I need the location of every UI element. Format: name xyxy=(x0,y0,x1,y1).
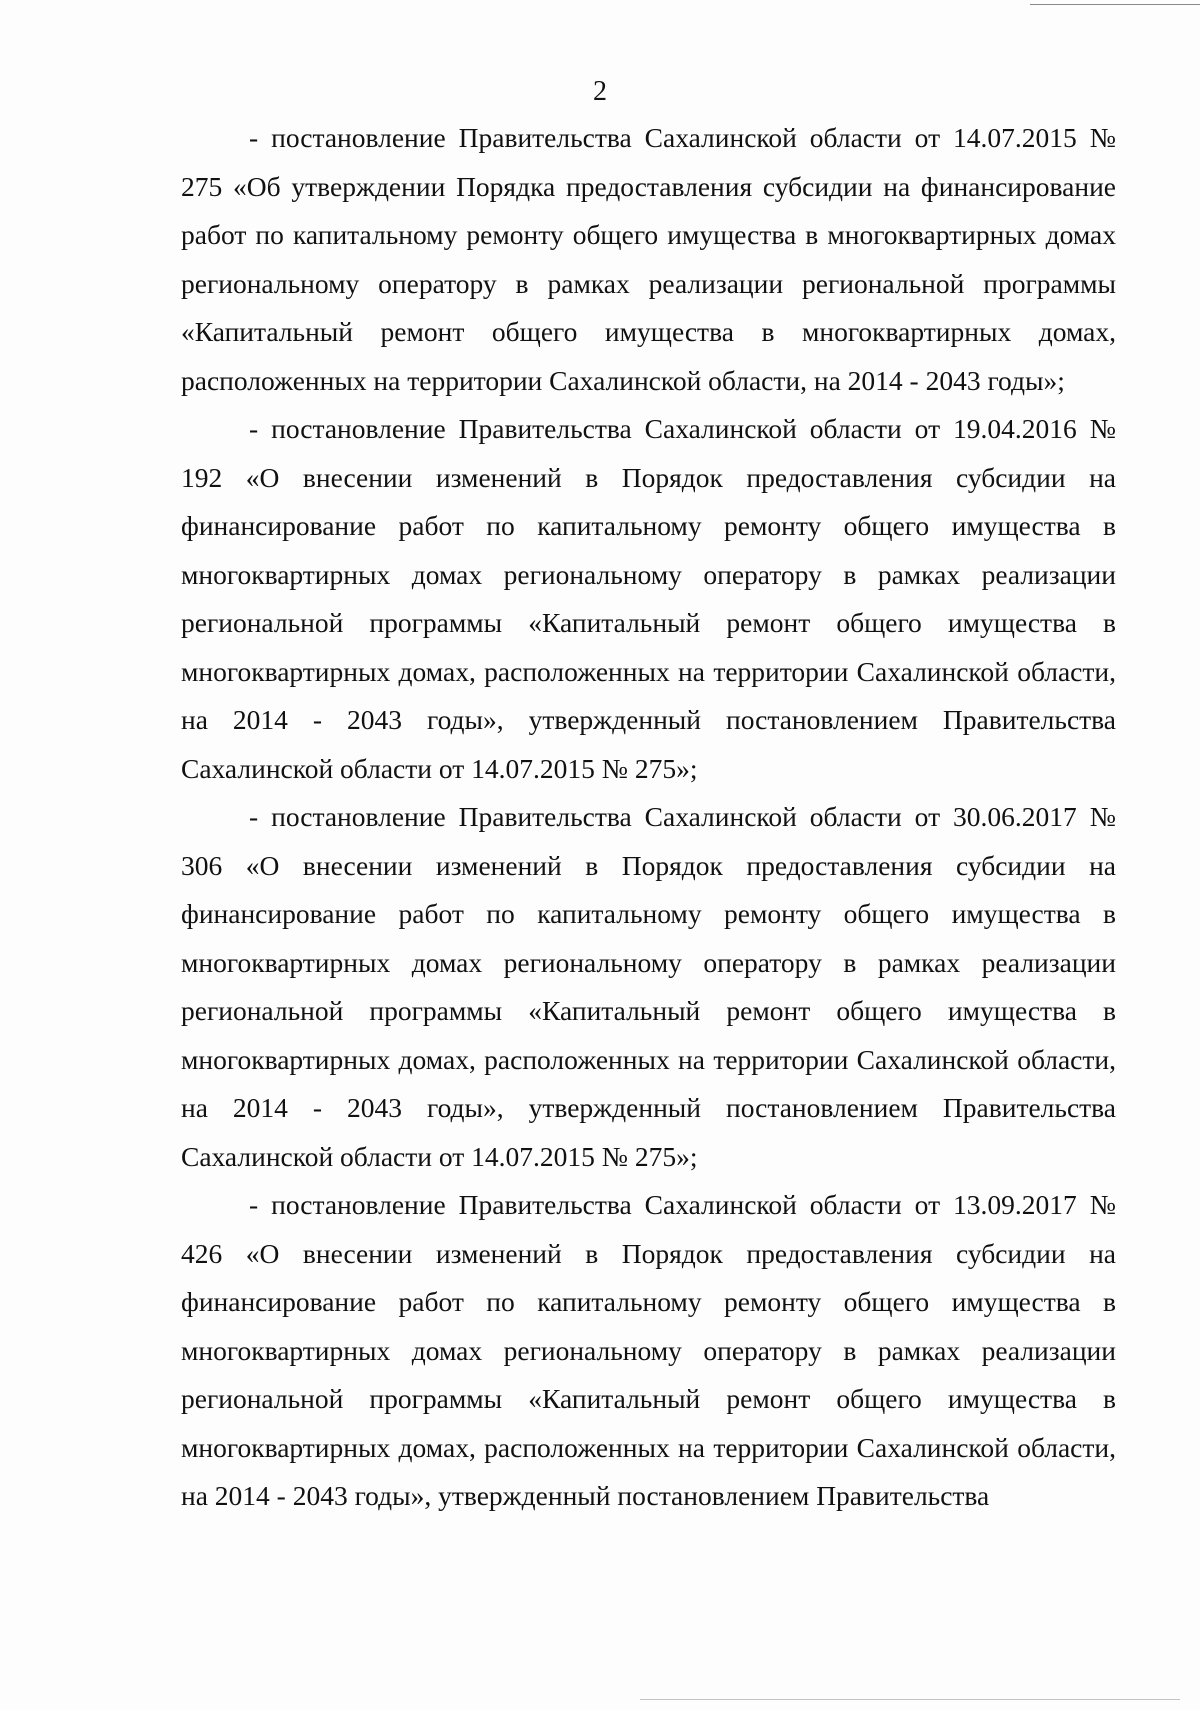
paragraph-resolution-275: - постановление Правительства Сахалинской области от 14.07.2015 № 275 «Об утверждении Порядка предоставления субсидии на финансирование работ по капитальному ремонту общего имущества в многоквартирных домах региональному оператору в рамках реализации региональной программы «Капитальный ремонт общего имущества в многоквартирных домах, расположенных на территории Сахалинской области, на 2014 - 2043 годы»; xyxy=(181,122,1116,396)
paragraph-resolution-192: - постановление Правительства Сахалинской области от 19.04.2016 № 192 «О внесении изменений в Порядок предоставления субсидии на финансирование работ по капитальному ремонту общего имущества в многоквартирных домах региональному оператору в рамках реализации региональной программы «Капитальный ремонт общего имущества в многоквартирных домах, расположенных на территории Сахалинской области, на 2014 - 2043 годы», утвержденный постановлением Правительства Сахалинской области от 14.07.2015 № 275»; xyxy=(181,413,1116,784)
scan-edge-line-bottom xyxy=(640,1699,1180,1700)
paragraph-resolution-426: - постановление Правительства Сахалинской области от 13.09.2017 № 426 «О внесении изменений в Порядок предоставления субсидии на финансирование работ по капитальному ремонту общего имущества в многоквартирных домах региональному оператору в рамках реализации региональной программы «Капитальный ремонт общего имущества в многоквартирных домах, расположенных на территории Сахалинской области, на 2014 - 2043 годы», утвержденный постановлением Правительства xyxy=(181,1189,1116,1511)
scan-edge-line-top xyxy=(1030,4,1200,5)
page-number: 2 xyxy=(593,76,607,107)
paragraph-resolution-306: - постановление Правительства Сахалинской области от 30.06.2017 № 306 «О внесении изменений в Порядок предоставления субсидии на финансирование работ по капитальному ремонту общего имущества в многоквартирных домах региональному оператору в рамках реализации региональной программы «Капитальный ремонт общего имущества в многоквартирных домах, расположенных на территории Сахалинской области, на 2014 - 2043 годы», утвержденный постановлением Правительства Сахалинской области от 14.07.2015 № 275»; xyxy=(181,801,1116,1172)
document-body xyxy=(181,114,1116,1521)
